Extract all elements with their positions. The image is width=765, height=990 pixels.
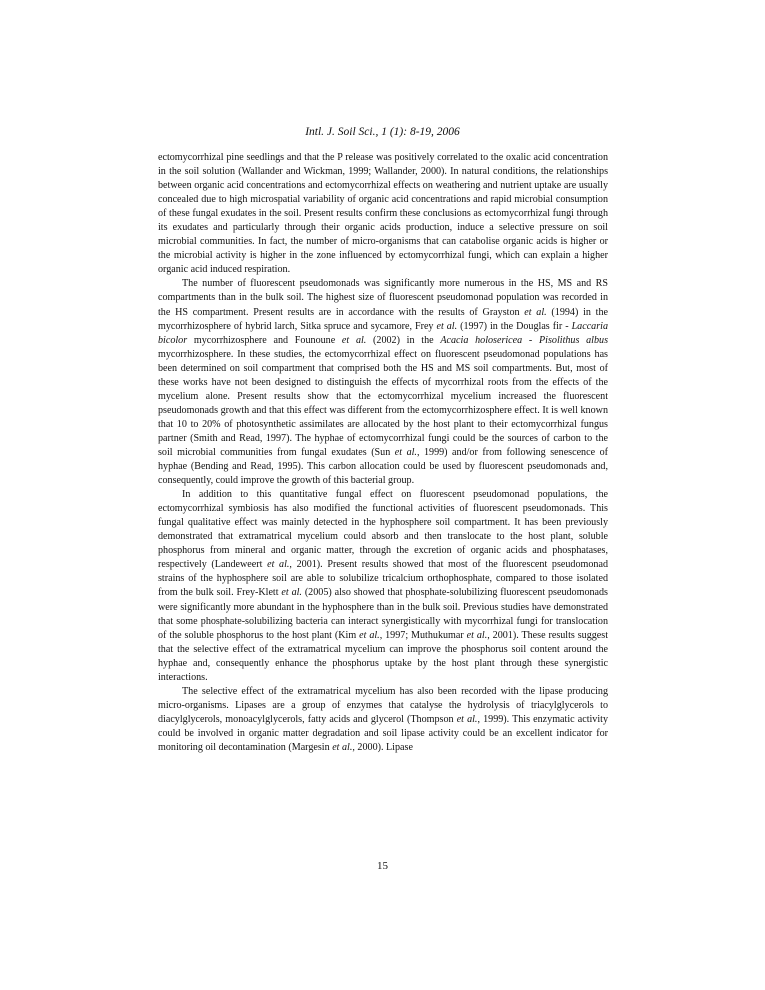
italic-citation: et al. <box>394 446 417 458</box>
italic-citation: et al. <box>456 713 478 725</box>
paragraph-text: (2002) in the <box>366 334 441 346</box>
paragraph-text: (1994) in the mycorrhizosphere of hybrid larch, Sitka spruce and sycamore, Frey <box>158 306 608 332</box>
paragraph-3 <box>158 488 608 685</box>
italic-citation: et al. <box>359 629 380 641</box>
running-header: Intl. J. Soil Sci., 1 (1): 8-19, 2006 <box>305 126 460 138</box>
paragraph-text: (1997) in the Douglas fir - <box>457 320 572 332</box>
article-body <box>158 151 608 755</box>
italic-citation: et al. <box>332 741 353 753</box>
page-number: 15 <box>377 860 388 872</box>
italic-citation: et al. <box>341 334 367 346</box>
paragraph-text: ectomycorrhizal pine seedlings and that the P release was positively correlated to the oxalic acid concentration in the soil solution (Wallander and Wickman, 1999; Wallander, 2000). In natural conditions, the relationships between organic acid concentrations and ectomycorrhizal effects on weathering and nutrient uptake are usually concealed due to high microspatial variability of organic acid concentrations and rapid microbial consumption of these fungal exudates in the soil. Present results confirm these conclusions as ectomycorrhizal fungi through its exudates and particularly through their organic acids production, induce a selective pressure on soil microbial communities. In fact, the number of micro-organisms that can catabolise organic acids is higher or the microbial activity is higher in the zone influenced by ectomycorrhizal fungi, which can explain a higher organic acid induced respiration. <box>158 152 608 276</box>
paragraph-text: mycorrhizosphere. In these studies, the ectomycorrhizal effect on fluorescent pseudomonad populations has been determined on soil compartment that comprised both the HS and MS soil compartments. But, most of these works have not been designed to distinguish the effects of mycorrhizal roots from the effects of the mycelium alone. Present results show that the ectomycorrhizal mycelium increased the fluorescent pseudomonads growth and that this effect was different from the ectomycorrhizosphere effect. It is well known that 10 to 20% of photosynthetic assimilates are allocated by the host plant to their ectomycorrhizal fungus partner (Smith and Read, 1997). The hyphae of ectomycorrhizal fungi could be the sources of carbon to the soil microbial communities from fungal exudates (Sun <box>158 348 608 458</box>
italic-citation: et al. <box>436 320 458 332</box>
paragraph-text: The number of fluorescent pseudomonads was significantly more numerous in the HS, MS and RS compartments than in the bulk soil. The highest size of fluorescent pseudomonad population was recorded in the HS compartment. Present results are in accordance with the results of Grayston <box>158 278 608 318</box>
paragraph-4 <box>158 685 608 755</box>
paragraph-text: , 1999) and/or from following senescence of hyphae (Bending and Read, 1995). This carbon allocation could be used by fluorescent pseudomonads and, consequently, could improve the growth of this bacterial group. <box>158 446 608 487</box>
paragraph-text: In addition to this quantitative fungal effect on fluorescent pseudomonad populations, the ectomycorrhizal symbiosis has also modified the functional activities of fluorescent pseudomonads. This fungal qualitative effect was mainly detected in the hyphosphere soil compartment. It has been previously demonstrated that extramatrical mycelium could absorb and then translocate to the host plant, soluble phosphorus from mineral and organic matter, through the excretion of organic acids and phosphatases, respectively (Landeweert <box>158 489 608 571</box>
species-name: Laccaria bicolor <box>158 320 609 346</box>
italic-citation: et al. <box>524 306 547 318</box>
paragraph-text: , 1999). This enzymatic activity could be involved in organic matter degradation and soil lipase activity could be an excellent indicator for monitoring oil decontamination (Margesin <box>158 713 608 753</box>
paragraph-text: mycorrhizosphere and Founoune <box>187 334 342 346</box>
paragraph-text: , 2001). Present results showed that most of the fluorescent pseudomonad strains of the hyphosphere soil are able to solubilize tricalcium orthophosphate, compared to those isolated from the bulk soil. Frey-Klett <box>158 559 608 599</box>
species-name: Acacia holosericea - Pisolithus albus <box>440 334 609 346</box>
paragraph-text: (2005) also showed that phosphate-solubilizing fluorescent pseudomonads were significantly more abundant in the hyphosphere than in the bulk soil. Previous studies have demonstrated that some phosphate-solubilizing bacteria can interact synergistically with mycorrhizal fungi for translocation of the soluble phosphorus to the host plant (Kim <box>158 587 608 641</box>
paragraph-text: , 2001). These results suggest that the selective effect of the extramatrical mycelium can improve the phosphorus soil content around the hyphae and, consequently enhance the phosphorus uptake by the host plant through these synergistic interactions. <box>158 629 609 683</box>
paragraph-text: The selective effect of the extramatrical mycelium has also been recorded with the lipase producing micro-organisms. Lipases are a group of enzymes that catalyse the hydrolysis of triacylglycerols to diacylglycerols, monoacylglycerols, fatty acids and glycerol (Thompson <box>158 685 608 725</box>
paragraph-2 <box>158 277 608 488</box>
italic-citation: et al. <box>466 629 488 641</box>
paragraph-1 <box>158 151 608 277</box>
paragraph-text: , 2000). Lipase <box>352 741 413 753</box>
italic-citation: et al. <box>281 587 302 599</box>
italic-citation: et al. <box>267 559 290 571</box>
paragraph-text: , 1997; Muthukumar <box>379 629 467 641</box>
